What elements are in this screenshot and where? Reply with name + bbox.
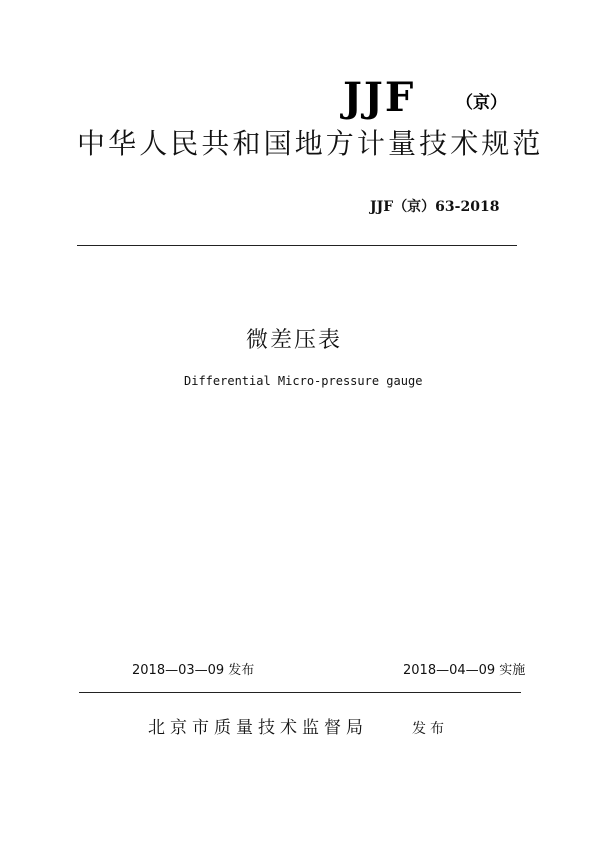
jjf-logo: JJF <box>343 74 416 121</box>
publish-label: 发布 <box>412 721 448 737</box>
document-category: 中华人民共和国地方计量技术规范 <box>77 127 544 160</box>
jjf-logo-region: （京） <box>456 93 507 113</box>
document-title-chinese: 微差压表 <box>246 328 343 353</box>
document-code: JJF（京）63-2018 <box>370 199 500 215</box>
top-divider <box>77 245 517 246</box>
effective-date: 2018—04—09 实施 <box>403 663 526 678</box>
document-title-english: Differential Micro-pressure gauge <box>184 374 423 388</box>
bottom-divider <box>79 692 521 693</box>
publisher-name: 北京市质量技术监督局 <box>148 718 368 738</box>
issue-date: 2018—03—09 发布 <box>132 663 255 678</box>
